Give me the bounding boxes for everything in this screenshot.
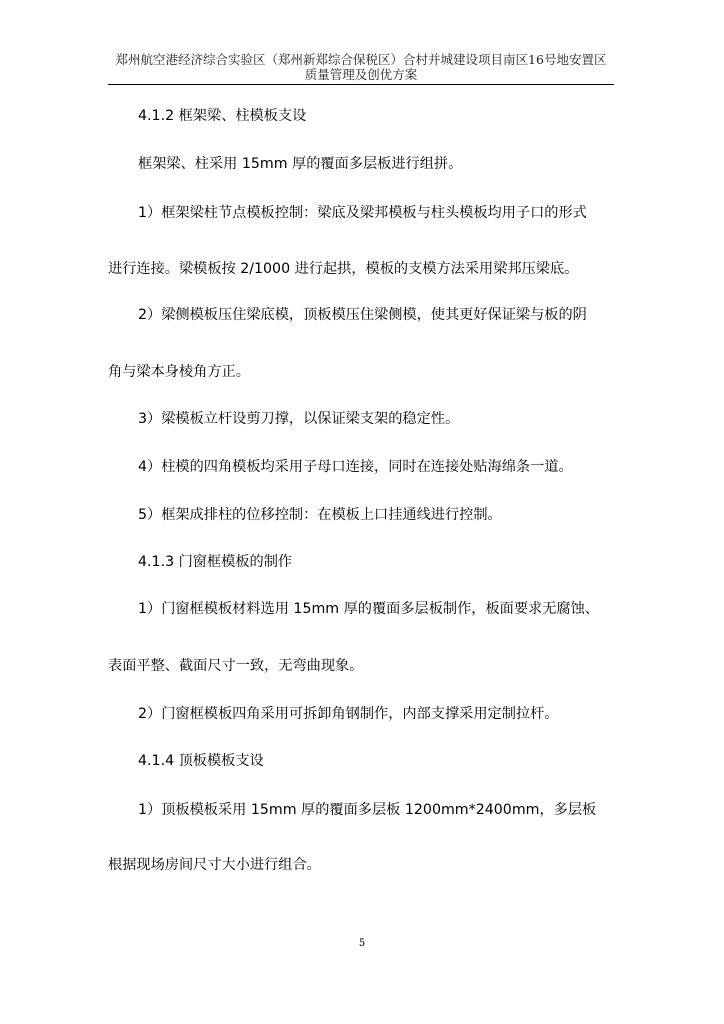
body-paragraph: 1）顶板模板采用 15mm 厚的覆面多层板 1200mm*2400mm，多层板 <box>138 802 597 818</box>
body-paragraph-continuation: 表面平整、截面尺寸一致，无弯曲现象。 <box>108 658 364 674</box>
body-paragraph: 4）柱模的四角模板均采用子母口连接，同时在连接处贴海绵条一道。 <box>138 459 573 475</box>
body-paragraph: 2）门窗框模板四角采用可拆卸角钢制作，内部支撑采用定制拉杆。 <box>138 706 559 722</box>
body-paragraph: 1）框架梁柱节点模板控制：梁底及梁邦模板与柱头模板均用子口的形式 <box>138 205 587 221</box>
header-title-line2: 质量管理及创优方案 <box>304 67 418 82</box>
body-paragraph: 2）梁侧模板压住梁底模，顶板模压住梁侧模，使其更好保证梁与板的阴 <box>138 307 587 323</box>
page-number: 5 <box>358 938 366 949</box>
header-rule <box>108 84 614 85</box>
body-paragraph-continuation: 根据现场房间尺寸大小进行组合。 <box>108 857 321 873</box>
section-heading-4-1-3: 4.1.3 门窗框模板的制作 <box>138 554 293 570</box>
page-header <box>108 52 614 82</box>
body-paragraph-continuation: 角与梁本身棱角方正。 <box>108 364 250 380</box>
body-paragraph: 1）门窗框模板材料选用 15mm 厚的覆面多层板制作，板面要求无腐蚀、 <box>138 601 599 617</box>
body-paragraph: 5）框架成排柱的位移控制：在模板上口挂通线进行控制。 <box>138 507 502 523</box>
header-title-line1: 郑州航空港经济综合实验区（郑州新郑综合保税区）合村并城建设项目南区16号地安置区 <box>115 52 607 67</box>
body-paragraph: 框架梁、柱采用 15mm 厚的覆面多层板进行组拼。 <box>138 156 463 172</box>
section-heading-4-1-4: 4.1.4 顶板模板支设 <box>138 753 264 769</box>
body-paragraph: 3）梁模板立杆设剪刀撑，以保证梁支架的稳定性。 <box>138 411 460 427</box>
section-heading-4-1-2: 4.1.2 框架梁、柱模板支设 <box>138 108 307 124</box>
body-paragraph-continuation: 进行连接。梁模板按 2/1000 进行起拱，模板的支模方法采用梁邦压梁底。 <box>108 261 579 277</box>
